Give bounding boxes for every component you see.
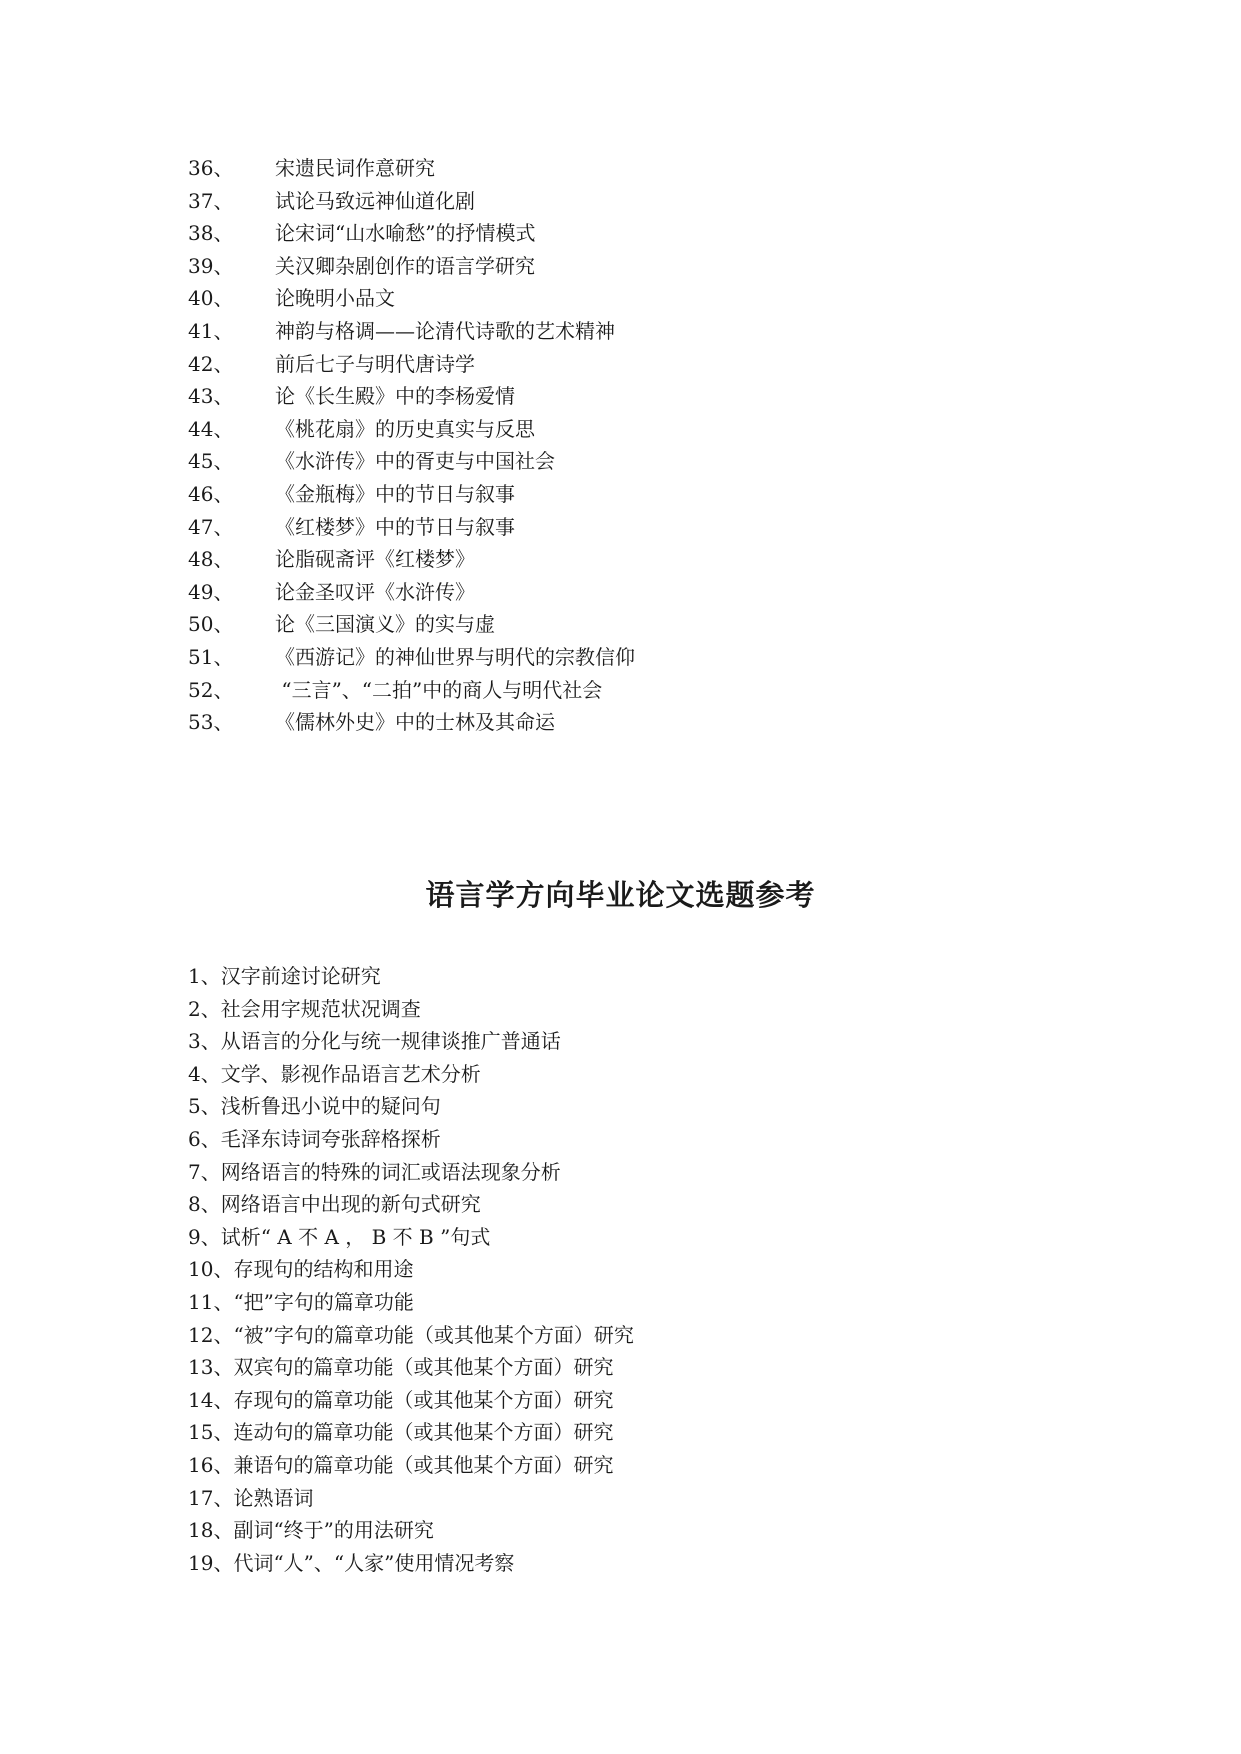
list-item [188,478,635,511]
list-item [188,250,635,283]
list-item: 6、毛泽东诗词夸张辞格探析 [188,1126,441,1151]
list-item: 16、兼语句的篇章功能（或其他某个方面）研究 [188,1452,614,1477]
list-item: 13、双宾句的篇章功能（或其他某个方面）研究 [188,1355,614,1380]
item-number: 38、 [188,221,234,246]
item-number: 45、 [188,449,234,474]
item-text: 试论马致远神仙道化剧 [275,188,475,213]
item-number: 51、 [188,644,234,669]
item-text: 《红楼梦》中的节日与叙事 [275,514,515,539]
item-text: 论宋词“山水喻愁”的抒情模式 [275,221,536,246]
item-text: 论晚明小品文 [275,286,395,311]
list-item [188,706,635,739]
item-text: 《西游记》的神仙世界与明代的宗教信仰 [275,644,635,669]
item-text: 关汉卿杂剧创作的语言学研究 [275,253,535,278]
list-item: 9、试析“ A 不 A ， B 不 B ”句式 [188,1224,491,1249]
linguistics-topic-list [188,960,634,1579]
item-text: 神韵与格调——论清代诗歌的艺术精神 [275,318,615,343]
item-number: 41、 [188,318,234,343]
item-number: 47、 [188,514,234,539]
list-item: 10、存现句的结构和用途 [188,1257,414,1282]
list-item: 19、代词“人”、“人家”使用情况考察 [188,1550,515,1575]
list-item: 7、网络语言的特殊的词汇或语法现象分析 [188,1159,561,1184]
list-item [188,576,635,609]
list-item [188,152,635,185]
item-number: 52、 [188,677,234,702]
list-item [188,511,635,544]
list-item: 8、网络语言中出现的新句式研究 [188,1192,481,1217]
list-item: 5、浅析鲁迅小说中的疑问句 [188,1094,441,1119]
item-text: 《金瓶梅》中的节日与叙事 [275,481,515,506]
list-item: 18、副词“终于”的用法研究 [188,1518,434,1543]
item-number: 49、 [188,579,234,604]
item-number: 50、 [188,612,234,637]
item-text: 论《长生殿》中的李杨爱情 [275,384,515,409]
item-number: 48、 [188,547,234,572]
list-item: 15、连动句的篇章功能（或其他某个方面）研究 [188,1420,614,1445]
item-number: 40、 [188,286,234,311]
list-item [188,413,635,446]
item-number: 44、 [188,416,234,441]
item-number: 39、 [188,253,234,278]
list-item [188,674,635,707]
literature-topic-list [188,152,635,739]
list-item [188,641,635,674]
section-title: 语言学方向毕业论文选题参考 [425,878,816,912]
item-text: 《儒林外史》中的士林及其命运 [275,710,555,735]
item-text: 《桃花扇》的历史真实与反思 [275,416,535,441]
list-item [188,315,635,348]
list-item [188,185,635,218]
item-number: 37、 [188,188,234,213]
list-item: 3、从语言的分化与统一规律谈推广普通话 [188,1029,561,1054]
item-number: 53、 [188,710,234,735]
list-item: 2、社会用字规范状况调查 [188,996,421,1021]
list-item: 4、文学、影视作品语言艺术分析 [188,1061,481,1086]
item-text: 论脂砚斋评《红楼梦》 [275,547,475,572]
list-item: 12、“被”字句的篇章功能（或其他某个方面）研究 [188,1322,634,1347]
item-text: 《水浒传》中的胥吏与中国社会 [275,449,555,474]
item-number: 36、 [188,156,234,180]
list-item [188,217,635,250]
item-text: 论金圣叹评《水浒传》 [275,579,475,604]
list-item: 11、“把”字句的篇章功能 [188,1289,414,1314]
item-text: “三言”、“二拍”中的商人与明代社会 [275,677,603,702]
item-text: 论《三国演义》的实与虚 [275,612,495,637]
list-item [188,543,635,576]
list-item [188,608,635,641]
list-item: 14、存现句的篇章功能（或其他某个方面）研究 [188,1387,614,1412]
list-item [188,380,635,413]
list-item [188,282,635,315]
item-number: 43、 [188,384,234,409]
item-number: 42、 [188,351,234,376]
item-number: 46、 [188,481,234,506]
item-text: 宋遗民词作意研究 [275,156,435,180]
list-item [188,445,635,478]
list-item: 1、汉字前途讨论研究 [188,964,381,988]
list-item: 17、论熟语词 [188,1485,314,1510]
item-text: 前后七子与明代唐诗学 [275,351,475,376]
list-item [188,348,635,381]
